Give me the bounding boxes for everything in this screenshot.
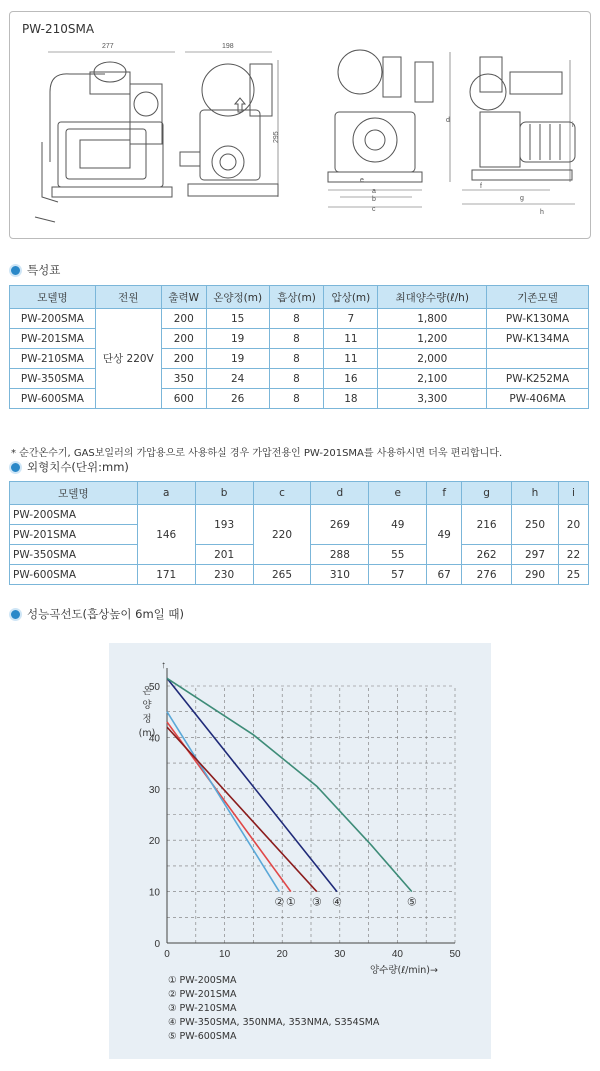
legend-item: ① PW-200SMA — [168, 975, 237, 986]
y-tick-label: 20 — [148, 836, 160, 848]
dim-cell: 57 — [369, 565, 427, 585]
spec-cell: 600 — [161, 389, 206, 409]
y-axis-label: (m) — [138, 728, 156, 739]
spec-cell: PW-201SMA — [10, 329, 96, 349]
dim-cell: 265 — [253, 565, 311, 585]
y-tick-label: 40 — [148, 733, 160, 745]
y-tick-label: 0 — [154, 939, 160, 950]
spec-cell: 19 — [206, 329, 269, 349]
series-marker-label: ③ — [311, 895, 322, 909]
chart-section-title: 성능곡선도(흡상높이 6m일 때) — [27, 607, 185, 621]
dim-model-cell: PW-350SMA — [10, 545, 138, 565]
dim-a-label: a — [372, 188, 376, 195]
y-tick-label: 50 — [148, 682, 160, 693]
dim-cell: 216 — [462, 505, 512, 545]
dim-cell: 20 — [558, 505, 588, 545]
dim-model-cell: PW-201SMA — [10, 525, 138, 545]
legend-item: ② PW-201SMA — [168, 989, 237, 1000]
spec-cell: 200 — [161, 329, 206, 349]
dim-295-label: 295 — [273, 131, 280, 143]
series-marker-label: ④ — [331, 895, 342, 909]
power-cell: 단상 220V — [95, 309, 161, 409]
spec-cell: 8 — [269, 389, 324, 409]
dim-cell: 201 — [195, 545, 253, 565]
dim-cell: 250 — [512, 505, 559, 545]
spec-header-cell: 흡상(m) — [269, 286, 324, 309]
x-tick-label: 30 — [334, 949, 346, 960]
spec-cell: 11 — [324, 329, 378, 349]
dim-277-label: 277 — [102, 43, 114, 50]
spec-cell: 350 — [161, 369, 206, 389]
dim-i-label: i — [572, 122, 574, 129]
dim-header-cell: h — [512, 482, 559, 505]
dim-cell: 25 — [558, 565, 588, 585]
y-axis-label: 온 — [142, 686, 152, 697]
dim-cell: 49 — [369, 505, 427, 545]
spec-cell: 7 — [324, 309, 378, 329]
series-line — [167, 678, 337, 891]
series-marker-label: ① — [285, 895, 296, 909]
dim-b-label: b — [372, 196, 376, 203]
spec-cell: PW-200SMA — [10, 309, 96, 329]
spec-cell: PW-K134MA — [487, 329, 589, 349]
dim-model-cell: PW-200SMA — [10, 505, 138, 525]
dim-cell: 193 — [195, 505, 253, 545]
spec-header-cell: 전원 — [95, 286, 161, 309]
spec-header-cell: 온양정(m) — [206, 286, 269, 309]
dim-cell: 49 — [427, 505, 462, 565]
dim-header-cell: g — [462, 482, 512, 505]
spec-cell: 26 — [206, 389, 269, 409]
spec-cell: 11 — [324, 349, 378, 369]
spec-cell: PW-K252MA — [487, 369, 589, 389]
x-tick-label: 0 — [164, 949, 170, 960]
figure-title: PW-210SMA — [22, 22, 95, 36]
dim-section-title: 외형치수(단위:mm) — [27, 460, 129, 474]
series-marker-label: ② — [274, 895, 285, 909]
series-line — [167, 678, 412, 891]
x-tick-label: 20 — [276, 949, 288, 960]
dim-cell: 230 — [195, 565, 253, 585]
dim-cell: 146 — [137, 505, 195, 565]
dim-header-cell: b — [195, 482, 253, 505]
dim-cell: 276 — [462, 565, 512, 585]
spec-cell: 8 — [269, 309, 324, 329]
chart-legend — [168, 974, 379, 1044]
spec-cell: PW-210SMA — [10, 349, 96, 369]
dim-f-label: f — [480, 183, 482, 190]
legend-item: ④ PW-350SMA, 350NMA, 353NMA, S354SMA — [168, 1017, 380, 1028]
spec-cell: 1,200 — [378, 329, 487, 349]
dim-cell: 55 — [369, 545, 427, 565]
dim-header-cell: f — [427, 482, 462, 505]
series-marker-label: ⑤ — [406, 895, 417, 909]
dim-header-cell: i — [558, 482, 588, 505]
dim-g-label: g — [520, 195, 524, 202]
x-tick-label: 40 — [391, 949, 403, 960]
spec-section-title: 특성표 — [27, 263, 61, 277]
dim-cell: 297 — [512, 545, 559, 565]
spec-cell: 200 — [161, 349, 206, 369]
dim-model-cell: PW-600SMA — [10, 565, 138, 585]
spec-cell: PW-K130MA — [487, 309, 589, 329]
spec-cell: 18 — [324, 389, 378, 409]
y-axis-label: 정 — [142, 714, 152, 725]
legend-item: ⑤ PW-600SMA — [168, 1031, 237, 1042]
dim-cell: 288 — [311, 545, 369, 565]
legend-item: ③ PW-210SMA — [168, 1003, 237, 1014]
spec-cell: 3,300 — [378, 389, 487, 409]
spec-header-cell: 출력W — [161, 286, 206, 309]
dim-header-cell: 모델명 — [10, 482, 138, 505]
dim-header-cell: a — [137, 482, 195, 505]
spec-cell: 15 — [206, 309, 269, 329]
spec-header-cell: 기존모델 — [487, 286, 589, 309]
spec-header-cell: 최대양수량(ℓ/h) — [378, 286, 487, 309]
spec-header-cell: 압상(m) — [324, 286, 378, 309]
spec-cell: 24 — [206, 369, 269, 389]
dim-cell: 269 — [311, 505, 369, 545]
series-line — [167, 712, 279, 892]
series-line — [167, 727, 317, 891]
spec-cell: 19 — [206, 349, 269, 369]
spec-cell: 16 — [324, 369, 378, 389]
spec-cell: PW-600SMA — [10, 389, 96, 409]
dim-198-label: 198 — [222, 43, 234, 50]
y-tick-label: 30 — [148, 784, 160, 796]
dim-header-cell: d — [311, 482, 369, 505]
dim-cell: 22 — [558, 545, 588, 565]
dim-e-label: e — [360, 177, 364, 184]
spec-header-cell: 모델명 — [10, 286, 96, 309]
spec-cell: 2,100 — [378, 369, 487, 389]
spec-cell: PW-406MA — [487, 389, 589, 409]
dim-h-label: h — [540, 209, 544, 216]
spec-cell: PW-350SMA — [10, 369, 96, 389]
y-tick-label: 10 — [148, 887, 160, 899]
dim-cell: 220 — [253, 505, 311, 565]
spec-cell: 8 — [269, 329, 324, 349]
dim-cell: 67 — [427, 565, 462, 585]
dim-d-label: d — [446, 117, 450, 124]
spec-cell: 200 — [161, 309, 206, 329]
spec-cell: 2,000 — [378, 349, 487, 369]
spec-cell: 8 — [269, 369, 324, 389]
spec-cell: 8 — [269, 349, 324, 369]
y-axis-label: 양 — [142, 700, 152, 711]
x-tick-label: 10 — [219, 949, 231, 960]
usage-note: * 순간온수기, GAS보일러의 가압용으로 사용하실 경우 가압전용인 PW-201SMA를 사용하시면 더욱 편리합니다. — [11, 448, 503, 459]
dim-c-label: c — [372, 206, 376, 213]
dim-cell: 262 — [462, 545, 512, 565]
dim-cell: 171 — [137, 565, 195, 585]
dim-cell: 310 — [311, 565, 369, 585]
y-axis-arrow: ↑ — [161, 660, 166, 671]
x-axis-label: 양수량(ℓ/min)→ — [370, 965, 438, 976]
x-tick-label: 50 — [449, 949, 461, 960]
dim-header-cell: c — [253, 482, 311, 505]
dim-header-cell: e — [369, 482, 427, 505]
spec-cell: 1,800 — [378, 309, 487, 329]
dim-cell: 290 — [512, 565, 559, 585]
